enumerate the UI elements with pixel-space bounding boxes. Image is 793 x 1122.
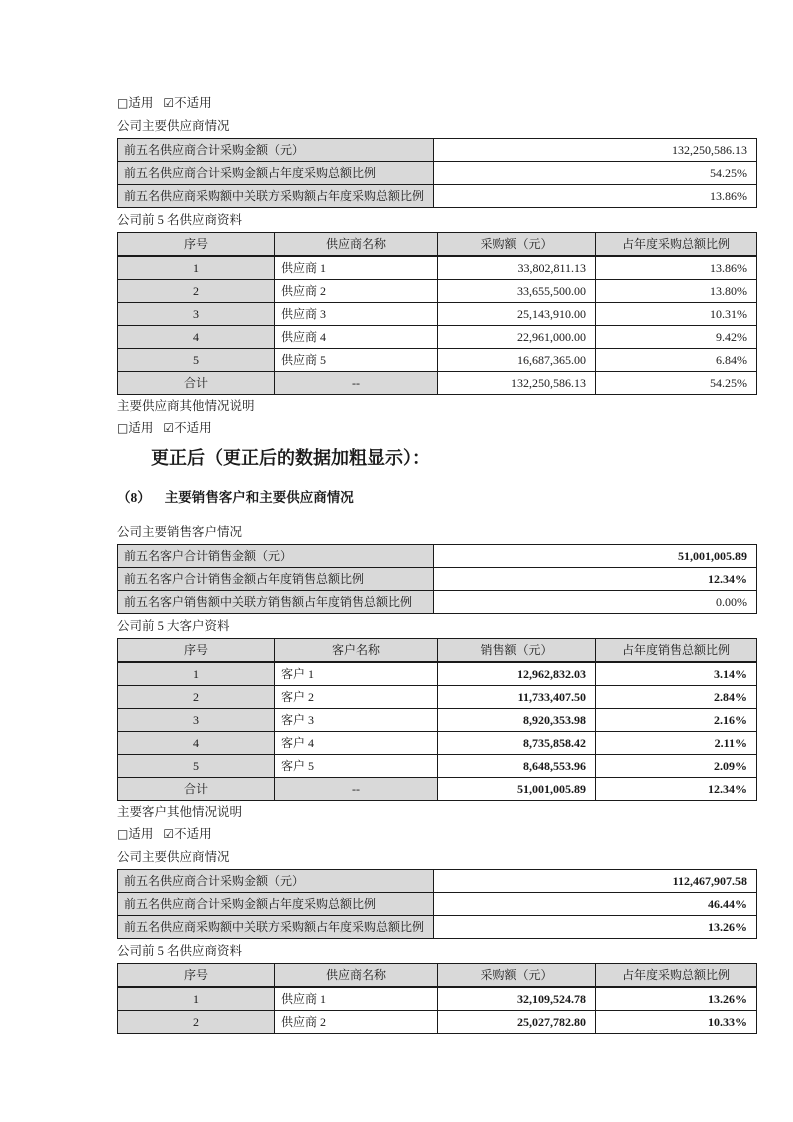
customer-name-cell: 客户 3 [275, 709, 438, 732]
amount-cell: 33,655,500.00 [438, 280, 596, 303]
index-cell: 1 [118, 256, 275, 280]
total-label-cell: 合计 [118, 372, 275, 395]
table-row [118, 755, 757, 778]
percent-cell: 2.11% [596, 732, 757, 755]
header-cell: 序号 [118, 964, 275, 988]
header-cell: 采购额（元） [438, 964, 596, 988]
total-name-cell: -- [275, 372, 438, 395]
summary-label: 前五名客户合计销售金额（元） [118, 545, 434, 568]
percent-cell: 2.09% [596, 755, 757, 778]
checkbox-unchecked-icon: □ [117, 421, 129, 435]
table-row [118, 591, 757, 614]
corrected-section-heading: 更正后（更正后的数据加粗显示）： [151, 448, 430, 468]
customer-name-cell: 客户 4 [275, 732, 438, 755]
summary-label: 前五名供应商采购额中关联方采购额占年度采购总额比例 [118, 916, 434, 939]
applicable-label: 适用 [128, 96, 154, 110]
total-amount-cell: 132,250,586.13 [438, 372, 596, 395]
table-row [118, 732, 757, 755]
checkbox-checked-icon: ☑ [163, 96, 175, 110]
table-row [118, 709, 757, 732]
table-row [118, 662, 757, 686]
percent-cell: 3.14% [596, 662, 757, 686]
summary-value: 13.86% [434, 185, 757, 208]
supplier-name-cell: 供应商 3 [275, 303, 438, 326]
table-row [118, 185, 757, 208]
table-row [118, 870, 757, 893]
table-row [118, 568, 757, 591]
summary-label: 前五名客户销售额中关联方销售额占年度销售总额比例 [118, 591, 434, 614]
percent-cell: 13.80% [596, 280, 757, 303]
customer-name-cell: 客户 2 [275, 686, 438, 709]
percent-cell: 2.84% [596, 686, 757, 709]
percent-cell: 13.86% [596, 256, 757, 280]
amount-cell: 32,109,524.78 [438, 987, 596, 1011]
amount-cell: 33,802,811.13 [438, 256, 596, 280]
total-label-cell: 合计 [118, 778, 275, 801]
summary-label: 前五名供应商合计采购金额（元） [118, 870, 434, 893]
summary-value: 132,250,586.13 [434, 139, 757, 162]
table-row [118, 303, 757, 326]
checkbox-checked-icon: ☑ [163, 827, 175, 841]
table-row [118, 139, 757, 162]
total-amount-cell: 51,001,005.89 [438, 778, 596, 801]
customer-summary-title: 公司主要销售客户情况 [117, 525, 243, 539]
section-8-title: 主要销售客户和主要供应商情况 [164, 490, 354, 505]
table-row [118, 686, 757, 709]
checkbox-unchecked-icon: □ [117, 96, 129, 110]
amount-cell: 8,735,858.42 [438, 732, 596, 755]
table-header-row [118, 233, 757, 257]
table-row [118, 987, 757, 1011]
table-row [118, 256, 757, 280]
header-cell: 占年度销售总额比例 [596, 639, 757, 663]
applicable-label: 适用 [128, 421, 154, 435]
percent-cell: 9.42% [596, 326, 757, 349]
summary-value: 51,001,005.89 [434, 545, 757, 568]
post-supplier-summary-table [117, 869, 757, 939]
customer-summary-table [117, 544, 757, 614]
supplier-name-cell: 供应商 5 [275, 349, 438, 372]
not-applicable-label: 不适用 [174, 827, 212, 841]
summary-value: 12.34% [434, 568, 757, 591]
total-name-cell: -- [275, 778, 438, 801]
amount-cell: 25,143,910.00 [438, 303, 596, 326]
checkbox-unchecked-icon: □ [117, 827, 129, 841]
amount-cell: 8,920,353.98 [438, 709, 596, 732]
header-cell: 占年度采购总额比例 [596, 233, 757, 257]
table-row [118, 162, 757, 185]
supplier-name-cell: 供应商 4 [275, 326, 438, 349]
header-cell: 供应商名称 [275, 964, 438, 988]
amount-cell: 16,687,365.00 [438, 349, 596, 372]
summary-value: 54.25% [434, 162, 757, 185]
customer-name-cell: 客户 1 [275, 662, 438, 686]
summary-label: 前五名客户合计销售金额占年度销售总额比例 [118, 568, 434, 591]
index-cell: 3 [118, 303, 275, 326]
summary-value: 13.26% [434, 916, 757, 939]
index-cell: 1 [118, 987, 275, 1011]
applicability-line-post-customer [117, 826, 756, 843]
index-cell: 3 [118, 709, 275, 732]
table-total-row [118, 372, 757, 395]
table-total-row [118, 778, 757, 801]
supplier-name-cell: 供应商 1 [275, 987, 438, 1011]
applicability-line-pre-note [117, 420, 756, 437]
percent-cell: 2.16% [596, 709, 757, 732]
table-row [118, 1011, 757, 1034]
summary-label: 前五名供应商合计采购金额（元） [118, 139, 434, 162]
percent-cell: 13.26% [596, 987, 757, 1011]
applicability-line-pre-supplier [117, 95, 756, 112]
post-supplier-detail-title: 公司前 5 名供应商资料 [117, 944, 243, 958]
table-header-row [118, 964, 757, 988]
customer-detail-title: 公司前 5 大客户资料 [117, 619, 230, 633]
table-header-row [118, 639, 757, 663]
table-row [118, 893, 757, 916]
summary-label: 前五名供应商采购额中关联方采购额占年度采购总额比例 [118, 185, 434, 208]
section-8-number: （8） [117, 490, 151, 505]
amount-cell: 8,648,553.96 [438, 755, 596, 778]
pre-supplier-summary-table [117, 138, 757, 208]
index-cell: 2 [118, 686, 275, 709]
index-cell: 2 [118, 1011, 275, 1034]
summary-value: 112,467,907.58 [434, 870, 757, 893]
summary-value: 46.44% [434, 893, 757, 916]
supplier-name-cell: 供应商 2 [275, 1011, 438, 1034]
amount-cell: 25,027,782.80 [438, 1011, 596, 1034]
table-row [118, 280, 757, 303]
header-cell: 采购额（元） [438, 233, 596, 257]
header-cell: 序号 [118, 233, 275, 257]
table-row [118, 326, 757, 349]
index-cell: 4 [118, 732, 275, 755]
summary-label: 前五名供应商合计采购金额占年度采购总额比例 [118, 162, 434, 185]
not-applicable-label: 不适用 [174, 96, 212, 110]
header-cell: 销售额（元） [438, 639, 596, 663]
header-cell: 客户名称 [275, 639, 438, 663]
pre-supplier-note-title: 主要供应商其他情况说明 [117, 399, 255, 413]
index-cell: 5 [118, 755, 275, 778]
customer-detail-table [117, 638, 757, 801]
table-row [118, 545, 757, 568]
index-cell: 1 [118, 662, 275, 686]
checkbox-checked-icon: ☑ [163, 421, 175, 435]
percent-cell: 10.33% [596, 1011, 757, 1034]
summary-value: 0.00% [434, 591, 757, 614]
post-supplier-detail-table [117, 963, 757, 1034]
total-percent-cell: 54.25% [596, 372, 757, 395]
supplier-name-cell: 供应商 1 [275, 256, 438, 280]
pre-supplier-detail-title: 公司前 5 名供应商资料 [117, 213, 243, 227]
index-cell: 5 [118, 349, 275, 372]
applicable-label: 适用 [128, 827, 154, 841]
header-cell: 供应商名称 [275, 233, 438, 257]
pre-supplier-detail-table [117, 232, 757, 395]
header-cell: 占年度采购总额比例 [596, 964, 757, 988]
table-row [118, 916, 757, 939]
index-cell: 4 [118, 326, 275, 349]
total-percent-cell: 12.34% [596, 778, 757, 801]
table-row [118, 349, 757, 372]
section-8-heading [117, 489, 756, 506]
amount-cell: 11,733,407.50 [438, 686, 596, 709]
percent-cell: 10.31% [596, 303, 757, 326]
percent-cell: 6.84% [596, 349, 757, 372]
index-cell: 2 [118, 280, 275, 303]
post-supplier-summary-title: 公司主要供应商情况 [117, 850, 230, 864]
supplier-name-cell: 供应商 2 [275, 280, 438, 303]
summary-label: 前五名供应商合计采购金额占年度采购总额比例 [118, 893, 434, 916]
amount-cell: 22,961,000.00 [438, 326, 596, 349]
customer-name-cell: 客户 5 [275, 755, 438, 778]
customer-note-title: 主要客户其他情况说明 [117, 805, 243, 819]
not-applicable-label: 不适用 [174, 421, 212, 435]
header-cell: 序号 [118, 639, 275, 663]
pre-supplier-summary-title: 公司主要供应商情况 [117, 119, 230, 133]
amount-cell: 12,962,832.03 [438, 662, 596, 686]
